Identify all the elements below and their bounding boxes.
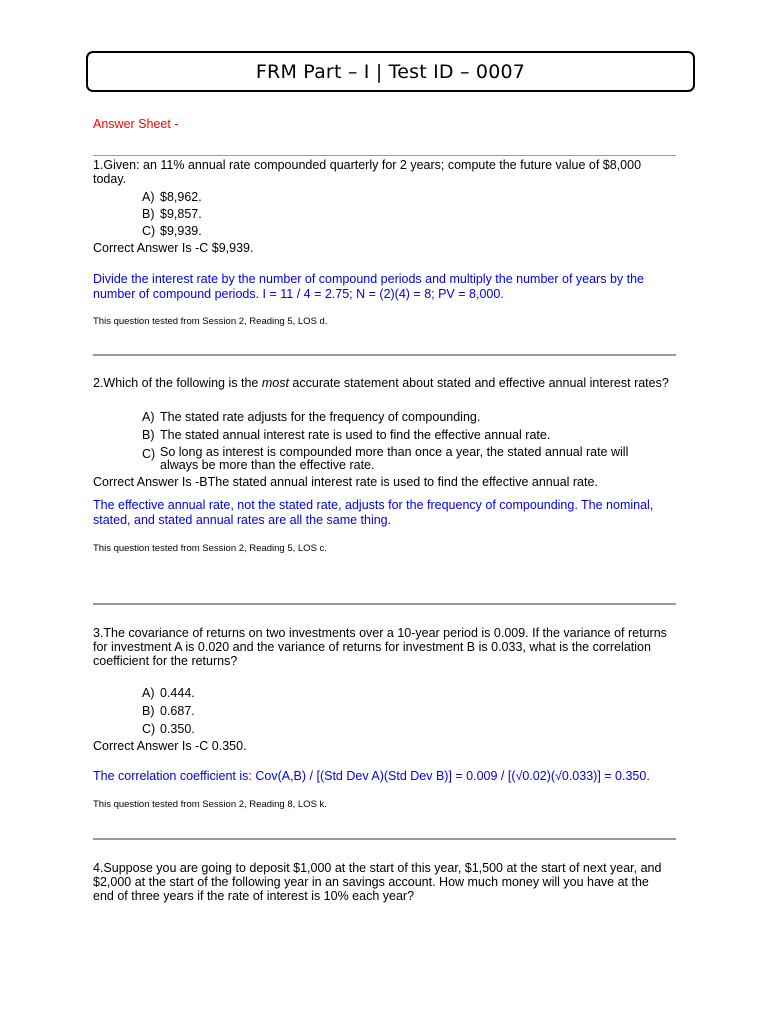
question-4 [93, 861, 673, 903]
header-box [86, 51, 695, 92]
question-text: 3.The covariance of returns on two investments over a 10-year period is 0.009. If the variance of returns for investment A is 0.020 and the variance of returns for investment B is 0.033, what is the correlation coefficient for the returns? [93, 626, 667, 668]
option-text: The stated annual interest rate is used to find the effective annual rate. [160, 428, 551, 442]
options-list [93, 686, 673, 736]
question-text: 4.Suppose you are going to deposit $1,000 at the start of this year, $1,500 at the start of next year, and $2,000 at the start of the following year in an savings account. How much money will you have at the end of three years if the rate of interest is 10% each year? [93, 861, 662, 903]
options-list [93, 410, 673, 472]
question-text [93, 376, 673, 390]
divider [93, 838, 676, 840]
option-text: 0.350. [160, 722, 195, 736]
options-list [93, 190, 673, 238]
option-letter: B) [142, 207, 155, 221]
question-text-end: accurate statement about stated and effective annual interest rates? [288, 376, 669, 390]
option-letter: A) [142, 190, 155, 204]
option-letter: C) [142, 722, 156, 736]
question-1 [93, 158, 673, 327]
explanation: The correlation coefficient is: Cov(A,B) / [(Std Dev A)(Std Dev B)] = 0.009 / [(√0.02)(√0.033)] = 0.350. [93, 769, 650, 783]
option-letter: A) [142, 686, 155, 700]
option-b [93, 207, 673, 221]
answer-sheet-label: Answer Sheet - [93, 117, 179, 131]
option-text: The stated rate adjusts for the frequency of compounding. [160, 410, 481, 424]
option-text: $8,962. [160, 190, 202, 204]
divider [93, 155, 676, 156]
question-text: 1.Given: an 11% annual rate compounded quarterly for 2 years; compute the future value of $8,000 today. [93, 158, 642, 186]
option-a [93, 686, 673, 700]
option-letter: C) [142, 447, 156, 461]
option-a [93, 190, 673, 204]
option-letter: C) [142, 224, 156, 238]
correct-answer: Correct Answer Is -BThe stated annual interest rate is used to find the effective annual rate. [93, 475, 598, 489]
option-text: $9,857. [160, 207, 202, 221]
los-note: This question tested from Session 2, Reading 8, LOS k. [93, 799, 327, 810]
question-emphasis: most [261, 376, 289, 390]
option-b [93, 704, 673, 718]
option-text: 0.444. [160, 686, 195, 700]
los-note: This question tested from Session 2, Reading 5, LOS d. [93, 316, 328, 327]
option-letter: A) [142, 410, 155, 424]
divider [93, 603, 676, 605]
option-c [93, 722, 673, 736]
explanation: The effective annual rate, not the stated rate, adjusts for the frequency of compounding. The nominal, stated, and stated annual rates are all the same thing. [93, 498, 654, 527]
option-c [93, 446, 673, 472]
correct-answer: Correct Answer Is -C 0.350. [93, 739, 247, 753]
question-2 [93, 376, 673, 554]
option-text: 0.687. [160, 704, 195, 718]
option-text: $9,939. [160, 224, 202, 238]
question-3 [93, 626, 673, 810]
option-b [93, 428, 673, 442]
explanation: Divide the interest rate by the number of compound periods and multiply the number of years by the number of compound periods. I = 11 / 4 = 2.75; N = (2)(4) = 8; PV = 8,000. [93, 272, 644, 301]
option-letter: B) [142, 704, 155, 718]
option-c [93, 224, 673, 238]
option-a [93, 410, 673, 424]
question-text-start: 2.Which of the following is the [93, 376, 262, 390]
los-note: This question tested from Session 2, Reading 5, LOS c. [93, 543, 327, 554]
divider [93, 354, 676, 356]
option-text: So long as interest is compounded more than once a year, the stated annual rate will always be more than the effective rate. [160, 445, 629, 472]
document-title: FRM Part – I | Test ID – 0007 [255, 60, 526, 83]
correct-answer: Correct Answer Is -C $9,939. [93, 241, 254, 255]
option-letter: B) [142, 428, 155, 442]
